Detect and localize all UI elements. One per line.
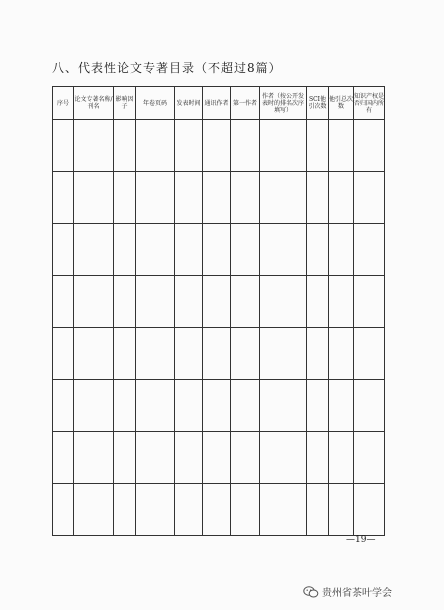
table-cell [260,276,307,328]
table-cell [329,484,354,536]
table-cell [307,276,329,328]
table-row [53,380,385,432]
table-cell [307,432,329,484]
table-cell [260,328,307,380]
col-header: 第一作者 [231,87,260,120]
table-cell [260,120,307,172]
table-cell [175,432,203,484]
table-cell [203,224,231,276]
table-cell [53,328,74,380]
table-cell [329,224,354,276]
table-cell [114,224,136,276]
table-cell [354,224,385,276]
table-cell [307,380,329,432]
table-row [53,432,385,484]
table-cell [231,120,260,172]
table-row [53,120,385,172]
table-cell [114,120,136,172]
table-cell [354,484,385,536]
table-cell [53,224,74,276]
table-cell [329,328,354,380]
table-cell [175,484,203,536]
table-cell [74,276,114,328]
table-cell [260,484,307,536]
table-cell [260,172,307,224]
table-cell [329,432,354,484]
table-cell [203,120,231,172]
table-cell [231,484,260,536]
table-cell [354,276,385,328]
table-cell [114,328,136,380]
table-cell [329,120,354,172]
col-header: 发表时间 [175,87,203,120]
table-cell [53,120,74,172]
table-row [53,484,385,536]
table-cell [260,224,307,276]
table-cell [231,276,260,328]
table-cell [74,432,114,484]
table-cell [53,484,74,536]
table-cell [74,120,114,172]
table-header-row [53,87,385,120]
page-number: —19— [346,535,376,545]
table-cell [53,432,74,484]
table-cell [175,224,203,276]
table-cell [74,328,114,380]
col-header: 通讯作者 [203,87,231,120]
table-cell [175,328,203,380]
table-cell [354,172,385,224]
table-cell [307,484,329,536]
col-header: 作者（按公开发表时的排名次序填写） [260,87,307,120]
table-cell [136,120,175,172]
table-cell [354,432,385,484]
table-cell [307,172,329,224]
col-header: 年卷页码 [136,87,175,120]
table-cell [74,172,114,224]
table-cell [136,432,175,484]
table-cell [354,120,385,172]
table-cell [175,120,203,172]
table-row [53,276,385,328]
col-header: SCI他引次数 [307,87,329,120]
table-cell [136,484,175,536]
table-cell [354,328,385,380]
table-cell [329,172,354,224]
table-cell [329,380,354,432]
table-cell [74,224,114,276]
table-row [53,328,385,380]
table-cell [329,276,354,328]
table-cell [114,380,136,432]
table-cell [203,172,231,224]
table-row [53,172,385,224]
table-cell [53,380,74,432]
wechat-icon [303,586,319,598]
table-cell [114,432,136,484]
col-header: 他引总次数 [329,87,354,120]
table-cell [114,484,136,536]
table-cell [260,432,307,484]
table-cell [354,380,385,432]
table-row [53,224,385,276]
table-cell [260,380,307,432]
table-cell [203,484,231,536]
table-cell [203,380,231,432]
table-cell [203,328,231,380]
table-cell [114,172,136,224]
table-cell [175,172,203,224]
papers-table [52,86,385,536]
table-cell [307,328,329,380]
table-cell [136,328,175,380]
table-cell [307,224,329,276]
table-cell [136,172,175,224]
table-cell [136,380,175,432]
table-cell [74,484,114,536]
table-cell [136,276,175,328]
table-cell [231,224,260,276]
watermark [303,584,392,599]
col-header: 序号 [53,87,74,120]
table-cell [231,432,260,484]
table-cell [53,276,74,328]
watermark-text: 贵州省茶叶学会 [322,588,392,599]
table-cell [231,328,260,380]
section-title: 八、代表性论文专著目录（不超过8篇） [52,61,282,75]
col-header: 影响因子 [114,87,136,120]
table-cell [175,276,203,328]
table-cell [307,120,329,172]
table-cell [53,172,74,224]
table-cell [114,276,136,328]
table-cell [203,276,231,328]
col-header: 知识产权是否归国内所有 [354,87,385,120]
col-header: 论文专著名称/刊名 [74,87,114,120]
table-cell [231,380,260,432]
table-cell [74,380,114,432]
table-cell [175,380,203,432]
table-cell [136,224,175,276]
table-cell [231,172,260,224]
table-cell [203,432,231,484]
